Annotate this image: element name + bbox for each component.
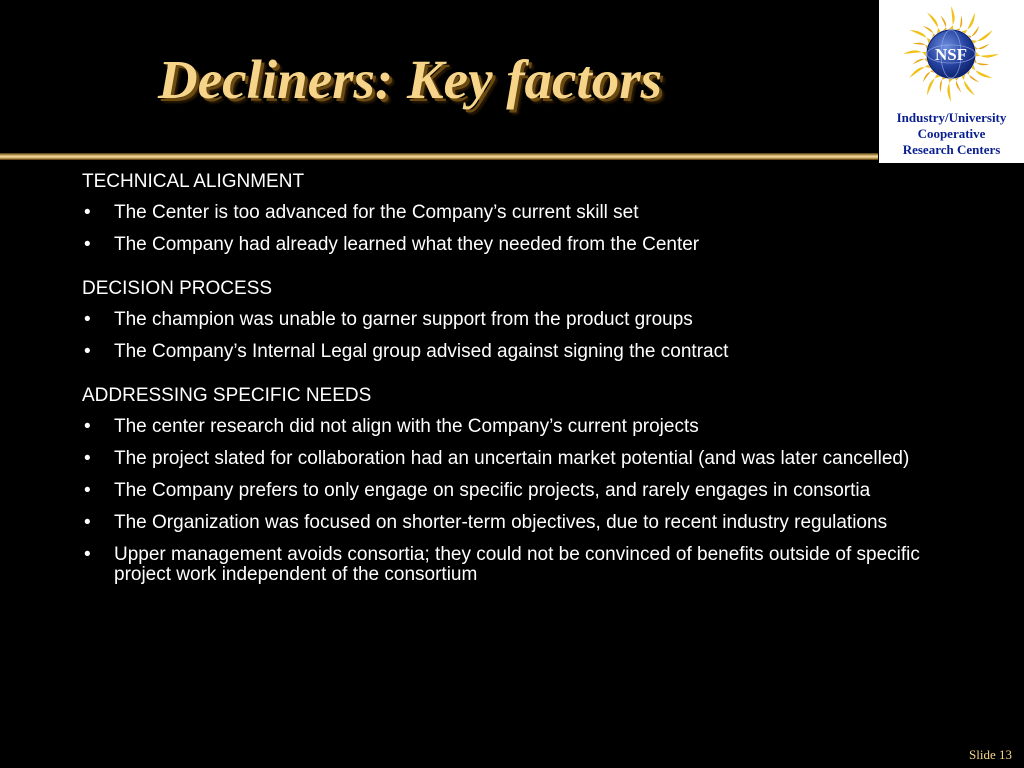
sun-ray (949, 6, 955, 29)
bullet-icon: • (84, 416, 91, 437)
sun-ray (975, 44, 990, 50)
logo-caption-line: Research Centers (902, 142, 1001, 157)
bullet-icon: • (84, 512, 91, 533)
bullet-icon: • (84, 341, 91, 362)
bullet-item (82, 342, 982, 362)
section-technical-alignment (82, 172, 982, 255)
sun-ray (927, 12, 941, 33)
slide-number: Slide 13 (969, 747, 1012, 762)
bullet-text: The Company had already learned what they needed from the Center (114, 234, 700, 255)
section-heading: ADDRESSING SPECIFIC NEEDS (82, 385, 372, 406)
sun-ray (971, 30, 992, 44)
bullet-text: The Center is too advanced for the Company’s current skill set (114, 202, 639, 223)
sun-ray (912, 43, 927, 50)
title-divider (0, 153, 878, 160)
logo-caption (879, 110, 1024, 158)
bullet-text: The Company’s Internal Legal group advised against signing the contract (114, 341, 729, 362)
sun-ray (975, 58, 990, 65)
bullet-item (82, 235, 982, 255)
bullet-icon: • (84, 544, 91, 565)
logo-caption-line: Cooperative (917, 126, 986, 141)
bullet-icon: • (84, 202, 91, 223)
nsf-emblem-icon (901, 2, 1001, 106)
sun-ray (903, 50, 926, 56)
bullet-icon: • (84, 309, 91, 330)
sun-ray (971, 65, 992, 79)
bullet-item (82, 203, 982, 223)
bullet-icon: • (84, 480, 91, 501)
nsf-logo (879, 0, 1024, 163)
bullet-item (82, 449, 982, 469)
logo-caption-line: Industry/University (896, 110, 1007, 125)
bullet-icon: • (84, 448, 91, 469)
bullet-item (82, 481, 982, 501)
sun-ray (955, 78, 961, 93)
bullet-item (82, 310, 982, 330)
sun-ray (909, 30, 930, 44)
sun-ray (955, 15, 962, 30)
bullet-text: Upper management avoids consortia; they could not be convinced of benefits outside of specific project work independent of the consortium (114, 544, 920, 585)
bullet-text: The center research did not align with the Company’s current projects (114, 416, 699, 437)
section-heading: TECHNICAL ALIGNMENT (82, 171, 305, 192)
sun-ray (947, 79, 953, 102)
slide-title: Decliners: Key factors (158, 49, 663, 110)
bullet-item (82, 545, 982, 585)
bullet-text: The Organization was focused on shorter-term objectives, due to recent industry regulations (114, 512, 888, 533)
sun-ray (909, 65, 930, 79)
sun-ray (962, 12, 976, 33)
bullet-text: The champion was unable to garner support from the product groups (114, 309, 693, 330)
section-addressing-specific-needs (82, 386, 982, 585)
slide-body (82, 172, 982, 609)
bullet-text: The project slated for collaboration had an uncertain market potential (and was later cancelled) (114, 448, 910, 469)
bullet-item (82, 417, 982, 437)
sun-ray (927, 74, 941, 95)
sun-ray (941, 15, 947, 30)
sun-ray (976, 52, 999, 58)
sun-ray (962, 74, 976, 95)
bullet-icon: • (84, 234, 91, 255)
section-heading: DECISION PROCESS (82, 278, 273, 299)
section-decision-process (82, 279, 982, 362)
sun-ray (912, 58, 927, 64)
sun-ray (940, 78, 947, 93)
nsf-emblem-label: NSF (934, 45, 968, 64)
bullet-text: The Company prefers to only engage on specific projects, and rarely engages in consortia (114, 480, 871, 501)
bullet-item (82, 513, 982, 533)
